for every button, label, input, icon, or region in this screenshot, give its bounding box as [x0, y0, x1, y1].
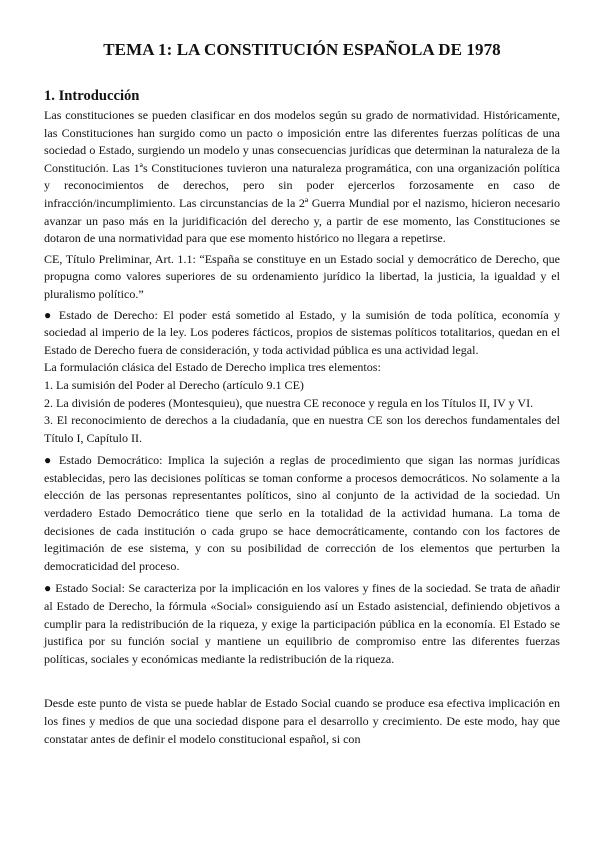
- page-title: TEMA 1: LA CONSTITUCIÓN ESPAÑOLA DE 1978: [103, 40, 501, 59]
- element-item-3: 3. El reconocimiento de derechos a la ciudadanía, que en nuestra CE son los derechos fundamentales del Título I, Capítulo II.: [44, 413, 560, 445]
- element-item-1: 1. La sumisión del Poder al Derecho (artículo 9.1 CE): [44, 377, 304, 392]
- bullet-estado-derecho: ● Estado de Derecho: El poder está sometido al Estado, y la sumisión de toda política, economía y sociedad al imperio de la ley. Los poderes fácticos, propios de sistemas políticos totalitarios, quedan en el Estado de Derecho fuera de consideración, y toda actividad pública es una actividad legal.: [44, 307, 560, 357]
- bullet-estado-social: ● Estado Social: Se caracteriza por la implicación en los valores y fines de la sociedad. Se trata de añadir al Estado de Derecho, la fórmula «Social» consiguiendo así un Estado asistencial, definiendo objetivos a cumplir para la redistribución de la riqueza, y exige la participación pública en la economía. El Estado se justifica por su función social y mantiene un equilibrio de compromiso entre las diferentes fuerzas políticas, sociales y económicas mediante la redistribución de la riqueza.: [44, 581, 560, 666]
- section-heading: 1. Introducción: [44, 88, 140, 104]
- formulation-intro: La formulación clásica del Estado de Derecho implica tres elementos:: [44, 360, 381, 375]
- bullet-estado-democratico: ● Estado Democrático: Implica la sujeción a reglas de procedimiento que sigan las normas jurídicas establecidas, pero las decisiones políticas se toman conforme a procesos democráticos. No solamente a la elección de las personas representantes políticos, sino al conjunto de la actividad de la sociedad. Un verdadero Estado Democrático tiene que serlo en la totalidad de la actividad humana. La toma de decisiones de cada institución o cada grupo se hace democráticamente, contando con los factores de legitimación de ese sistema, y con su posibilidad de corrección de los elementos que perturben la democraticidad del proceso.: [44, 453, 560, 573]
- intro-paragraph: Las constituciones se pueden clasificar en dos modelos según su grado de normatividad. Históricamente, las Constituciones han surgido como un pacto o imposición entre las diferentes fuerzas políticas de una sociedad o Estado, surgiendo un modelo y unas consecuencias jurídicas que determinan la naturaleza de la Constitución. Las 1ªs Constituciones tuvieron una naturaleza programática, con una organización política y reconocimientos de derechos, pero sin poder ejercerlos forzosamente en caso de infracción/incumplimiento. Las circunstancias de la 2ª Guerra Mundial por el nazismo, hicieron necesario avanzar un paso más en la juridificación del derecho y, a partir de ese momento, las Constituciones se dotaron de una normatividad para que ese momento histórico no llegara a repetirse.: [44, 108, 560, 246]
- element-item-2: 2. La división de poderes (Montesquieu), que nuestra CE reconoce y regula en los Títulos II, IV y VI.: [44, 395, 534, 410]
- closing-paragraph: Desde este punto de vista se puede hablar de Estado Social cuando se produce esa efectiva implicación en los fines y medios de que una sociedad dispone para el desarrollo y crecimiento. De este modo, hay que constatar antes de definir el modelo constitucional español, si con: [44, 696, 560, 746]
- constitution-quote: CE, Título Preliminar, Art. 1.1: “España se constituye en un Estado social y democrático de Derecho, que propugna como valores superiores de su ordenamiento jurídico la libertad, la justicia, la igualdad y el pluralismo político.”: [44, 251, 560, 301]
- document-page: [44, 36, 560, 748]
